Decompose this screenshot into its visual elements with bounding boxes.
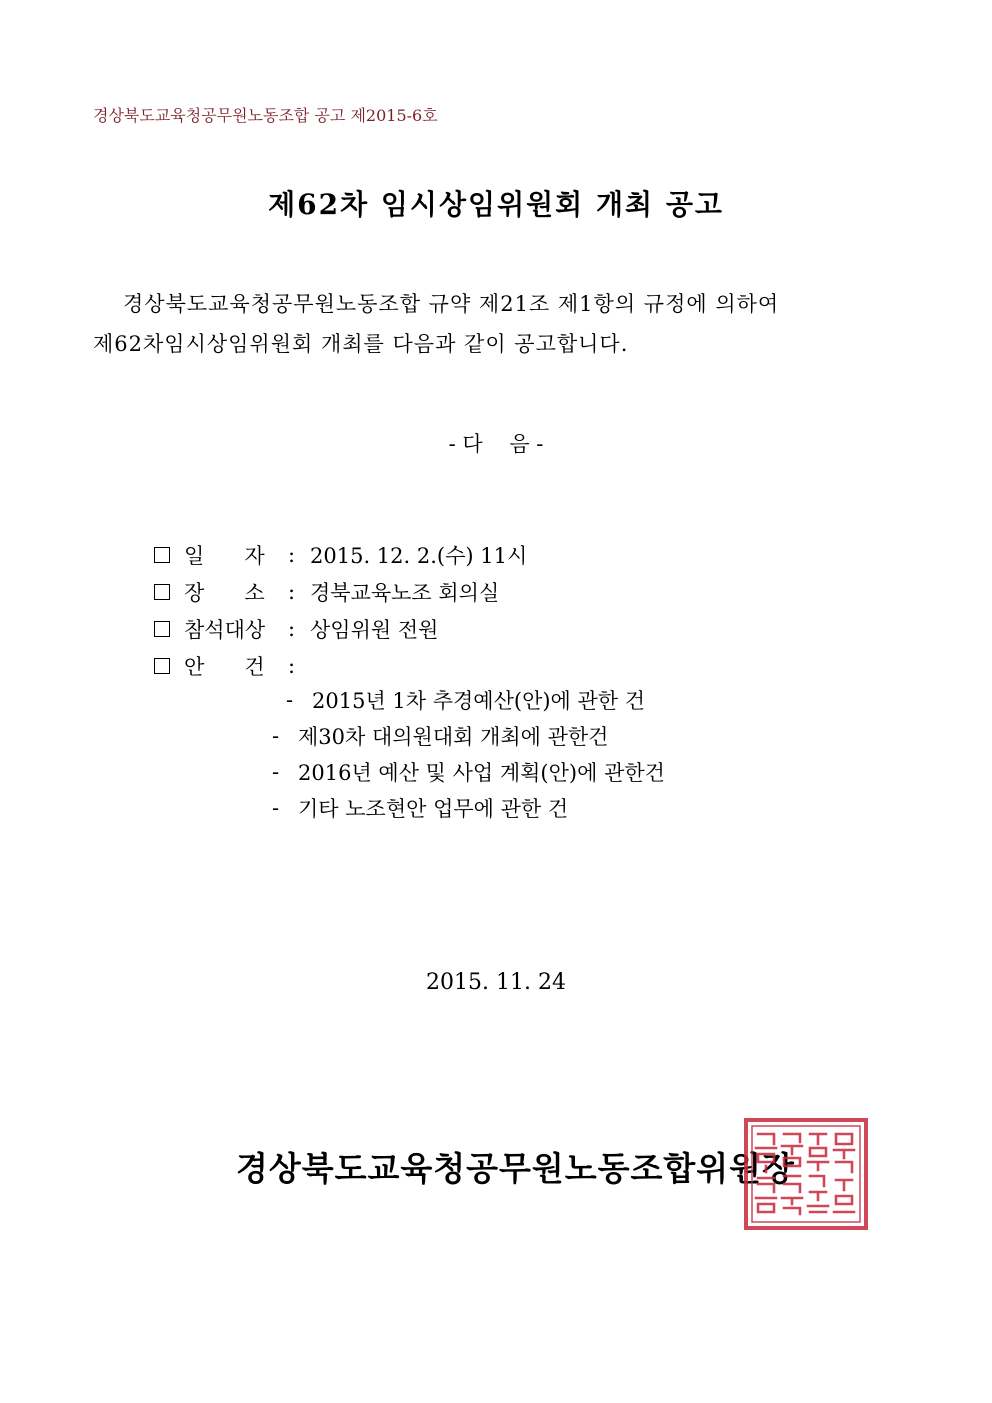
agenda-dash: - <box>272 796 280 820</box>
agenda-dash: - <box>272 724 280 748</box>
agenda-list <box>272 682 665 826</box>
detail-item-agenda <box>152 647 527 684</box>
official-seal-icon <box>744 1118 868 1230</box>
detail-item-place <box>152 573 527 610</box>
intro-line-2: 제62차임시상임위원회 개최를 다음과 같이 공고합니다. <box>93 332 629 356</box>
detail-label: 안 건 <box>184 654 265 679</box>
agenda-dash: - <box>272 760 280 784</box>
detail-label: 참석대상 <box>184 617 266 642</box>
detail-separator: : <box>288 616 296 641</box>
agenda-text: 기타 노조현안 업무에 관한 건 <box>298 797 569 821</box>
document-number: 경상북도교육청공무원노동조합 공고 제2015-6호 <box>93 106 438 125</box>
agenda-item <box>272 790 665 826</box>
detail-separator: : <box>288 542 296 567</box>
agenda-item <box>272 718 665 754</box>
detail-value: 2015. 12. 2.(수) 11시 <box>310 543 528 568</box>
checkbox-icon <box>154 658 170 674</box>
detail-item-date <box>152 536 527 573</box>
intro-line-1: 경상북도교육청공무원노동조합 규약 제21조 제1항의 규정에 의하여 <box>123 292 780 316</box>
agenda-item <box>272 682 665 718</box>
agenda-text: 2016년 예산 및 사업 계획(안)에 관한건 <box>298 761 665 785</box>
document-date: 2015. 11. 24 <box>426 970 566 995</box>
intro-paragraph <box>93 284 913 364</box>
detail-value: 경북교육노조 회의실 <box>310 580 500 605</box>
agenda-text: 2015년 1차 추경예산(안)에 관한 건 <box>312 689 646 713</box>
center-heading: - 다 음 - <box>448 432 544 456</box>
signature-line: 경상북도교육청공무원노동조합위원장 <box>236 1149 795 1188</box>
detail-list <box>152 536 527 684</box>
detail-label: 장 소 <box>184 580 265 605</box>
checkbox-icon <box>154 547 170 563</box>
checkbox-icon <box>154 584 170 600</box>
checkbox-icon <box>154 621 170 637</box>
detail-separator: : <box>288 653 296 678</box>
agenda-text: 제30차 대의원대회 개최에 관한건 <box>298 725 609 749</box>
detail-item-attendees <box>152 610 527 647</box>
agenda-dash: - <box>286 688 294 712</box>
detail-label: 일 자 <box>184 543 265 568</box>
detail-separator: : <box>288 579 296 604</box>
detail-value: 상임위원 전원 <box>310 617 439 642</box>
agenda-item <box>272 754 665 790</box>
document-title: 제62차 임시상임위원회 개최 공고 <box>268 188 724 221</box>
